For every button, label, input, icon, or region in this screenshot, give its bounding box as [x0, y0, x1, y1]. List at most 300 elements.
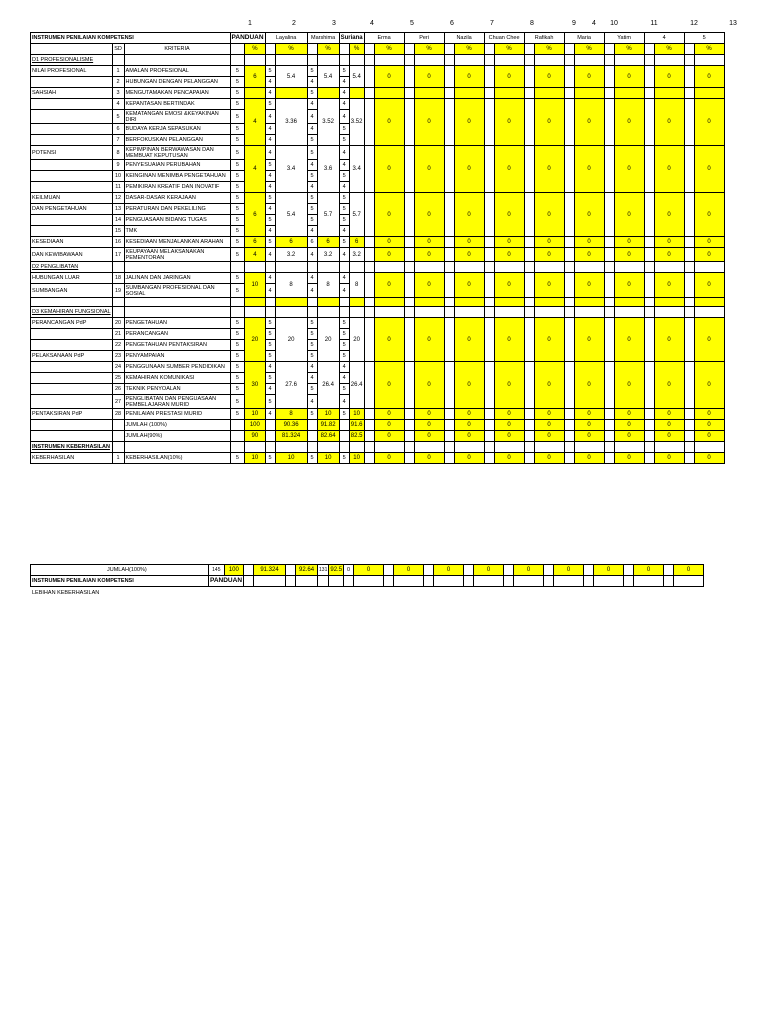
suriana-pct: 8	[349, 273, 364, 298]
pct-header: %	[534, 44, 564, 55]
panduan-score: 5	[230, 340, 245, 351]
criteria-row	[31, 362, 725, 373]
layalina-pct: 27.6	[275, 362, 307, 409]
zero-cell: 0	[374, 453, 404, 464]
pct-header: %	[574, 44, 604, 55]
category-label	[31, 77, 113, 88]
zero-cell: 0	[694, 273, 724, 298]
column-number: 6	[450, 20, 454, 27]
zero-cell: 0	[694, 193, 724, 237]
suriana-pct: 3.52	[349, 99, 364, 146]
layalina-score: 5	[265, 160, 275, 171]
suriana-score: 5	[339, 329, 349, 340]
suriana-score: 4	[339, 160, 349, 171]
zero-cell: 0	[534, 431, 564, 442]
name-yatim: Yatim	[604, 33, 644, 44]
summary-table	[30, 564, 704, 587]
zero-cell: 0	[694, 99, 724, 146]
marshima-score: 4	[307, 373, 317, 384]
zero-cell: 0	[454, 273, 484, 298]
name-suriana: Suriana	[339, 33, 364, 44]
category-label	[31, 160, 113, 171]
suriana-score: 5	[339, 237, 349, 248]
criteria-number: 4	[112, 99, 124, 110]
suriana-pct: 10	[349, 453, 364, 464]
layalina-score: 5	[265, 66, 275, 77]
zero-cell: 0	[654, 99, 684, 146]
criteria-row	[31, 248, 725, 262]
zero-cell: 0	[374, 409, 404, 420]
layalina-score: 4	[265, 248, 275, 262]
criteria-name: KEMAHIRAN KOMUNIKASI	[124, 373, 230, 384]
criteria-number: 15	[112, 226, 124, 237]
suriana-score: 5	[339, 409, 349, 420]
marshima-score: 5	[307, 409, 317, 420]
column-number: 3	[332, 20, 336, 27]
zero-cell: 0	[454, 409, 484, 420]
name-erma: Erma	[364, 33, 404, 44]
zero-cell: 0	[494, 248, 524, 262]
suriana-score: 4	[339, 248, 349, 262]
marshima-score: 5	[307, 146, 317, 160]
marshima-pct: 20	[317, 318, 339, 362]
criteria-number: 23	[112, 351, 124, 362]
suriana-score: 4	[339, 182, 349, 193]
panduan-pct: 6	[245, 66, 265, 88]
layalina-score: 4	[265, 362, 275, 373]
panduan-pct: 4	[245, 146, 265, 193]
section-row	[31, 442, 725, 453]
marshima-total-pct: 82.64	[317, 431, 339, 442]
bottom-instrument-title: INSTRUMEN PENILAIAN KOMPETENSI	[31, 576, 209, 587]
marshima-score: 4	[307, 110, 317, 124]
criteria-number: 10	[112, 171, 124, 182]
layalina-score: 4	[265, 384, 275, 395]
layalina-pct: 3.2	[275, 248, 307, 262]
zero-cell: 0	[574, 362, 604, 409]
zero-cell: 0	[534, 248, 564, 262]
marshima-pct: 3.2	[317, 248, 339, 262]
total-row	[31, 431, 725, 442]
zero-cell: 0	[574, 420, 604, 431]
panduan-header: PANDUAN	[230, 33, 265, 44]
zero-cell: 0	[574, 99, 604, 146]
zero-cell: 0	[574, 431, 604, 442]
layalina-pct: 8	[275, 409, 307, 420]
criteria-row	[31, 318, 725, 329]
criteria-name: KEPANTASAN BERTINDAK	[124, 99, 230, 110]
zero-cell: 0	[534, 146, 564, 193]
panduan-score: 5	[230, 226, 245, 237]
zero-cell: 0	[494, 431, 524, 442]
marshima-score: 5	[307, 351, 317, 362]
panduan-total: 90	[245, 431, 265, 442]
column-number: 4	[370, 20, 374, 27]
panduan-score: 5	[230, 204, 245, 215]
marshima-score: 5	[307, 329, 317, 340]
zero-cell: 0	[514, 565, 544, 576]
panduan-total: 100	[245, 420, 265, 431]
section-title: INSTRUMEN KEBERHASILAN	[31, 442, 113, 453]
pct-header: %	[454, 44, 484, 55]
zero-cell: 0	[534, 66, 564, 88]
zero-cell: 0	[694, 146, 724, 193]
pct-header: %	[494, 44, 524, 55]
zero-cell: 0	[574, 146, 604, 193]
layalina-score: 4	[265, 273, 275, 284]
zero-cell: 0	[574, 66, 604, 88]
panduan-pct: 10	[245, 273, 265, 298]
column-number: 9	[572, 20, 576, 27]
criteria-number: 20	[112, 318, 124, 329]
panduan-score: 5	[230, 66, 245, 77]
pct-header: %	[245, 44, 265, 55]
panduan-pct: 10	[245, 453, 265, 464]
panduan-pct: 6	[245, 193, 265, 237]
zero-cell: 0	[654, 273, 684, 298]
criteria-number: 13	[112, 204, 124, 215]
criteria-name: JALINAN DAN JARINGAN	[124, 273, 230, 284]
zero-cell: 0	[414, 237, 444, 248]
zero-cell: 0	[374, 318, 404, 362]
criteria-number: 11	[112, 182, 124, 193]
subheader-row	[31, 44, 725, 55]
zero-cell: 0	[474, 565, 504, 576]
suriana-score: 4	[339, 373, 349, 384]
zero-cell: 0	[614, 146, 644, 193]
zero-cell: 0	[694, 409, 724, 420]
category-label: POTENSI	[31, 146, 113, 160]
name-marshima: Marshima	[307, 33, 339, 44]
zero-cell: 0	[614, 193, 644, 237]
zero-cell: 0	[414, 66, 444, 88]
zero-cell: 0	[374, 193, 404, 237]
criteria-number: 1	[112, 66, 124, 77]
marshima-pct: 6	[317, 237, 339, 248]
erma-total: 0	[344, 565, 354, 576]
zero-cell: 0	[374, 66, 404, 88]
panduan-score: 5	[230, 384, 245, 395]
panduan-score: 5	[230, 409, 245, 420]
zero-cell: 0	[534, 273, 564, 298]
section-row	[31, 307, 725, 318]
layalina-score: 4	[265, 284, 275, 298]
suriana-score: 5	[339, 66, 349, 77]
criteria-number: 16	[112, 237, 124, 248]
marshima-score: 5	[307, 318, 317, 329]
zero-cell: 0	[534, 409, 564, 420]
zero-cell: 0	[494, 273, 524, 298]
suriana-score: 4	[339, 284, 349, 298]
zero-cell: 0	[374, 273, 404, 298]
category-label	[31, 215, 113, 226]
zero-cell: 0	[674, 565, 704, 576]
marshima-score: 5	[307, 193, 317, 204]
layalina-pct: 8	[275, 273, 307, 298]
suriana-total-pct: 82.5	[349, 431, 364, 442]
panduan-score: 5	[230, 146, 245, 160]
zero-cell: 0	[614, 362, 644, 409]
name-rafikah: Rafikah	[524, 33, 564, 44]
layalina-score: 5	[265, 351, 275, 362]
zero-cell: 0	[654, 66, 684, 88]
panduan-score: 5	[230, 329, 245, 340]
total-row	[31, 420, 725, 431]
bottom-panduan-label: PANDUAN	[209, 576, 244, 587]
marshima-pct: 26.4	[317, 362, 339, 409]
layalina-score: 5	[265, 373, 275, 384]
marshima-score: 4	[307, 124, 317, 135]
panduan-pct: 20	[245, 318, 265, 362]
zero-cell: 0	[694, 362, 724, 409]
criteria-row	[31, 409, 725, 420]
zero-cell: 0	[554, 565, 584, 576]
category-label	[31, 395, 113, 409]
suriana-total: 131	[318, 565, 329, 576]
suriana-score: 4	[339, 362, 349, 373]
criteria-name: TEKNIK PENYOALAN	[124, 384, 230, 395]
grand-total-label: JUMLAH(100%)	[31, 565, 209, 576]
category-label	[31, 99, 113, 110]
panduan-score: 5	[230, 453, 245, 464]
zero-cell: 0	[454, 453, 484, 464]
panduan-score: 5	[230, 99, 245, 110]
column-number: 1	[248, 20, 252, 27]
criteria-name: PENYAMPAIAN	[124, 351, 230, 362]
zero-cell: 0	[694, 248, 724, 262]
criteria-name: PENILAIAN PRESTASI MURID	[124, 409, 230, 420]
total-label: JUMLAH (100%)	[124, 420, 230, 431]
section-title: D3 KEMAHIRAN FUNGSIONAL	[31, 307, 113, 318]
panduan-pct: 4	[245, 99, 265, 146]
panduan-score: 5	[230, 215, 245, 226]
zero-cell: 0	[414, 193, 444, 237]
layalina-pct: 6	[275, 237, 307, 248]
criteria-number: 3	[112, 88, 124, 99]
panduan-total-pct: 100	[224, 565, 243, 576]
zero-cell: 0	[454, 420, 484, 431]
criteria-name: PENGUASAAN BIDANG TUGAS	[124, 215, 230, 226]
name-peri: Peri	[404, 33, 444, 44]
zero-cell: 0	[614, 237, 644, 248]
layalina-score: 5	[265, 215, 275, 226]
criteria-name: BUDAYA KERJA SEPASUKAN	[124, 124, 230, 135]
zero-cell: 0	[494, 362, 524, 409]
layalina-score: 5	[265, 318, 275, 329]
suriana-score: 5	[339, 318, 349, 329]
marshima-score: 4	[307, 226, 317, 237]
suriana-score: 4	[339, 273, 349, 284]
layalina-score: 4	[265, 88, 275, 99]
marshima-score: 4	[307, 99, 317, 110]
suriana-score: 5	[339, 453, 349, 464]
layalina-score: 4	[265, 110, 275, 124]
panduan-score: 5	[230, 237, 245, 248]
layalina-score: 4	[265, 409, 275, 420]
category-label: HUBUNGAN LUAR	[31, 273, 113, 284]
suriana-score: 4	[339, 99, 349, 110]
zero-cell: 0	[494, 193, 524, 237]
suriana-pct: 3.2	[349, 248, 364, 262]
layalina-total-pct: 91.324	[254, 565, 286, 576]
zero-cell: 0	[414, 146, 444, 193]
zero-cell: 0	[654, 453, 684, 464]
layalina-total-pct: 90.36	[275, 420, 307, 431]
zero-cell: 0	[374, 362, 404, 409]
criteria-name: PENGETAHUAN	[124, 318, 230, 329]
section-title: D1 PROFESIONALISME	[31, 55, 113, 66]
panduan-score: 5	[230, 318, 245, 329]
zero-cell: 0	[614, 420, 644, 431]
zero-cell: 0	[614, 431, 644, 442]
zero-cell: 0	[454, 237, 484, 248]
pct-header: %	[694, 44, 724, 55]
criteria-name: KEBERHASILAN(10%)	[124, 453, 230, 464]
zero-cell: 0	[654, 318, 684, 362]
zero-cell: 0	[494, 99, 524, 146]
zero-cell: 0	[414, 248, 444, 262]
category-label: KEILMUAN	[31, 193, 113, 204]
instrument-title: INSTRUMEN PENILAIAN KOMPETENSI	[31, 33, 231, 44]
pct-header: %	[275, 44, 307, 55]
zero-cell: 0	[414, 409, 444, 420]
criteria-row	[31, 66, 725, 77]
panduan-score: 5	[230, 135, 245, 146]
criteria-row	[31, 146, 725, 160]
marshima-pct: 10	[317, 409, 339, 420]
category-label: PERANCANGAN PdP	[31, 318, 113, 329]
suriana-total-pct: 92.5	[329, 565, 344, 576]
zero-cell: 0	[694, 237, 724, 248]
marshima-score: 5	[307, 453, 317, 464]
zero-cell: 0	[694, 66, 724, 88]
criteria-number: 9	[112, 160, 124, 171]
marshima-total-pct: 92.64	[296, 565, 318, 576]
zero-cell: 0	[374, 248, 404, 262]
marshima-score: 5	[307, 88, 317, 99]
marshima-total-pct: 91.82	[317, 420, 339, 431]
marshima-pct: 8	[317, 273, 339, 298]
panduan-score: 5	[230, 273, 245, 284]
total-label: JUMLAH(90%)	[124, 431, 230, 442]
zero-cell: 0	[694, 318, 724, 362]
panduan-pct: 30	[245, 362, 265, 409]
marshima-score: 4	[307, 77, 317, 88]
zero-cell: 0	[694, 420, 724, 431]
zero-cell: 0	[614, 453, 644, 464]
panduan-score: 5	[230, 248, 245, 262]
zero-cell: 0	[594, 565, 624, 576]
pct-header: %	[614, 44, 644, 55]
suriana-score: 5	[339, 193, 349, 204]
category-label	[31, 124, 113, 135]
zero-cell: 0	[454, 146, 484, 193]
zero-cell: 0	[534, 362, 564, 409]
panduan-score: 5	[230, 373, 245, 384]
criteria-name: KEUPAYAAN MELAKSANAKAN PEMENTORAN	[124, 248, 230, 262]
category-label	[31, 373, 113, 384]
marshima-score: 4	[307, 273, 317, 284]
pct-header: %	[349, 44, 364, 55]
section-title: D2 PENGLIBATAN	[31, 262, 113, 273]
marshima-score: 5	[307, 340, 317, 351]
panduan-score: 5	[230, 88, 245, 99]
suriana-score: 5	[339, 171, 349, 182]
criteria-name: TMK	[124, 226, 230, 237]
layalina-score: 4	[265, 135, 275, 146]
category-label: PELAKSANAAN PdP	[31, 351, 113, 362]
criteria-name: KESEDIAAN MENJALANKAN ARAHAN	[124, 237, 230, 248]
zero-cell: 0	[494, 453, 524, 464]
zero-cell: 0	[574, 237, 604, 248]
suriana-pct: 26.4	[349, 362, 364, 409]
zero-cell: 0	[454, 362, 484, 409]
suriana-score: 5	[339, 384, 349, 395]
zero-cell: 0	[414, 318, 444, 362]
layalina-pct: 5.4	[275, 66, 307, 88]
name-col-4: 4	[644, 33, 684, 44]
suriana-pct: 20	[349, 318, 364, 362]
column-number: 4	[592, 20, 596, 27]
suriana-score: 5	[339, 351, 349, 362]
criteria-name: PENYESUAIAN PERUBAHAN	[124, 160, 230, 171]
column-number: 10	[610, 20, 618, 27]
layalina-score: 4	[265, 171, 275, 182]
zero-cell: 0	[434, 565, 464, 576]
marshima-score: 4	[307, 248, 317, 262]
layalina-score: 5	[265, 340, 275, 351]
suriana-score: 4	[339, 146, 349, 160]
criteria-number: 5	[112, 110, 124, 124]
lebihan-keberhasilan-label: LEBIHAN KEBERHASILAN	[32, 590, 100, 596]
layalina-score: 4	[265, 226, 275, 237]
category-label: DAN PENGETAHUAN	[31, 204, 113, 215]
zero-cell: 0	[654, 420, 684, 431]
zero-cell: 0	[494, 318, 524, 362]
panduan-total: 145	[209, 565, 225, 576]
marshima-score: 4	[307, 362, 317, 373]
zero-cell: 0	[454, 248, 484, 262]
zero-cell: 0	[654, 362, 684, 409]
criteria-name: PENGGUNAAN SUMBER PENDIDIKAN	[124, 362, 230, 373]
criteria-name: PENGETAHUAN PENTAKSIRAN	[124, 340, 230, 351]
criteria-name: BERFOKUSKAN PELANGGAN	[124, 135, 230, 146]
marshima-pct: 3.52	[317, 99, 339, 146]
suriana-score: 5	[339, 124, 349, 135]
pct-header: %	[414, 44, 444, 55]
zero-cell: 0	[494, 420, 524, 431]
zero-cell: 0	[494, 409, 524, 420]
panduan-score: 5	[230, 182, 245, 193]
zero-cell: 0	[574, 273, 604, 298]
category-label	[31, 340, 113, 351]
name-layalina: Layalina	[265, 33, 307, 44]
zero-cell: 0	[574, 193, 604, 237]
layalina-score: 5	[265, 329, 275, 340]
marshima-score: 6	[307, 237, 317, 248]
column-number: 8	[530, 20, 534, 27]
criteria-name: KEMATANGAN EMOSI &KEYAKINAN DIRI	[124, 110, 230, 124]
category-label: KEBERHASILAN	[31, 453, 113, 464]
category-label	[31, 110, 113, 124]
zero-cell: 0	[394, 565, 424, 576]
criteria-row	[31, 99, 725, 110]
criteria-name: SUMBANGAN PROFESIONAL DAN SOSIAL	[124, 284, 230, 298]
criteria-row	[31, 237, 725, 248]
suriana-score: 5	[339, 215, 349, 226]
zero-cell: 0	[414, 273, 444, 298]
criteria-number: 24	[112, 362, 124, 373]
